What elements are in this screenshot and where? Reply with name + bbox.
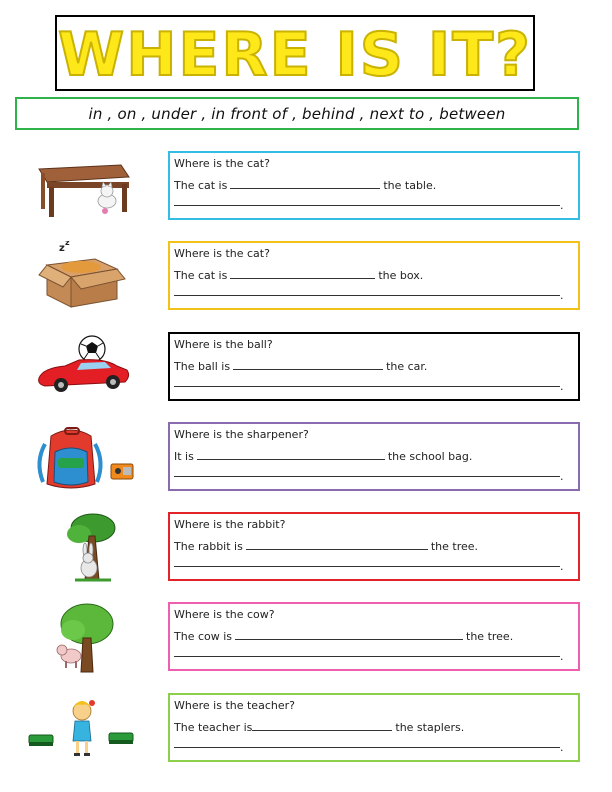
writing-line[interactable] — [174, 386, 560, 387]
answer-blank[interactable] — [230, 178, 380, 189]
answer-end: the tree. — [466, 630, 514, 643]
answer-end: the tree. — [430, 540, 479, 553]
line-end: . — [560, 380, 564, 393]
question-box — [168, 602, 580, 671]
answer-blank[interactable] — [252, 720, 392, 731]
question-text: Where is the ball? — [174, 338, 273, 351]
line-end: . — [560, 199, 564, 212]
answer-start: It is — [174, 450, 194, 463]
question-text: Where is the sharpener? — [174, 428, 309, 441]
answer-sentence — [174, 539, 478, 553]
question-box — [168, 422, 580, 491]
title-box — [55, 15, 535, 91]
question-box — [168, 241, 580, 310]
answer-start: The cow is — [174, 630, 233, 643]
question-text: Where is the teacher? — [174, 699, 295, 712]
answer-blank[interactable] — [246, 539, 428, 550]
writing-line[interactable] — [174, 566, 560, 567]
svg-text:z: z — [65, 241, 70, 247]
schoolbag-sharpener-icon — [25, 422, 145, 496]
exercise-row-4 — [0, 422, 612, 496]
exercise-row-2 — [0, 241, 612, 315]
answer-sentence — [174, 359, 427, 373]
title-svg — [57, 17, 533, 89]
answer-blank[interactable] — [233, 359, 383, 370]
tree-rabbit-icon — [25, 512, 145, 586]
question-box — [168, 332, 580, 401]
page-title: WHERE IS IT? — [58, 20, 532, 89]
answer-sentence — [174, 720, 464, 734]
writing-line[interactable] — [174, 295, 560, 296]
answer-start: The ball is — [174, 360, 231, 373]
line-end: . — [560, 470, 564, 483]
exercise-row-6 — [0, 602, 612, 676]
question-box — [168, 512, 580, 581]
exercise-row-3 — [0, 332, 612, 406]
answer-end: the box. — [378, 269, 424, 282]
word-bank-text: in , on , under , in front of , behind , next to , between — [88, 104, 506, 123]
question-text: Where is the rabbit? — [174, 518, 286, 531]
answer-start: The teacher is — [174, 721, 253, 734]
exercise-row-7 — [0, 693, 612, 767]
box-cat-icon — [25, 241, 145, 315]
writing-line[interactable] — [174, 205, 560, 206]
answer-end: the table. — [383, 179, 437, 192]
word-bank — [15, 97, 579, 130]
writing-line[interactable] — [174, 747, 560, 748]
question-box — [168, 693, 580, 762]
answer-start: The cat is — [174, 269, 228, 282]
line-end: . — [560, 560, 564, 573]
exercise-row-5 — [0, 512, 612, 586]
answer-end: the staplers. — [395, 721, 465, 734]
answer-sentence — [174, 449, 472, 463]
answer-end: the school bag. — [387, 450, 473, 463]
exercise-row-1 — [0, 151, 612, 225]
table-cat-icon — [25, 151, 145, 225]
question-text: Where is the cat? — [174, 247, 270, 260]
question-box — [168, 151, 580, 220]
question-text: Where is the cow? — [174, 608, 275, 621]
answer-blank[interactable] — [235, 629, 463, 640]
answer-start: The cat is — [174, 179, 228, 192]
line-end: . — [560, 289, 564, 302]
answer-end: the car. — [386, 360, 428, 373]
car-ball-icon — [25, 332, 145, 406]
line-end: . — [560, 741, 564, 754]
answer-sentence — [174, 629, 513, 643]
svg-text:z: z — [59, 243, 65, 254]
answer-blank[interactable] — [197, 449, 385, 460]
question-text: Where is the cat? — [174, 157, 270, 170]
line-end: . — [560, 650, 564, 663]
answer-sentence — [174, 178, 436, 192]
writing-line[interactable] — [174, 656, 560, 657]
answer-blank[interactable] — [230, 268, 375, 279]
writing-line[interactable] — [174, 476, 560, 477]
answer-start: The rabbit is — [174, 540, 243, 553]
answer-sentence — [174, 268, 423, 282]
tree-cow-icon — [25, 602, 145, 676]
teacher-staplers-icon — [25, 693, 145, 767]
